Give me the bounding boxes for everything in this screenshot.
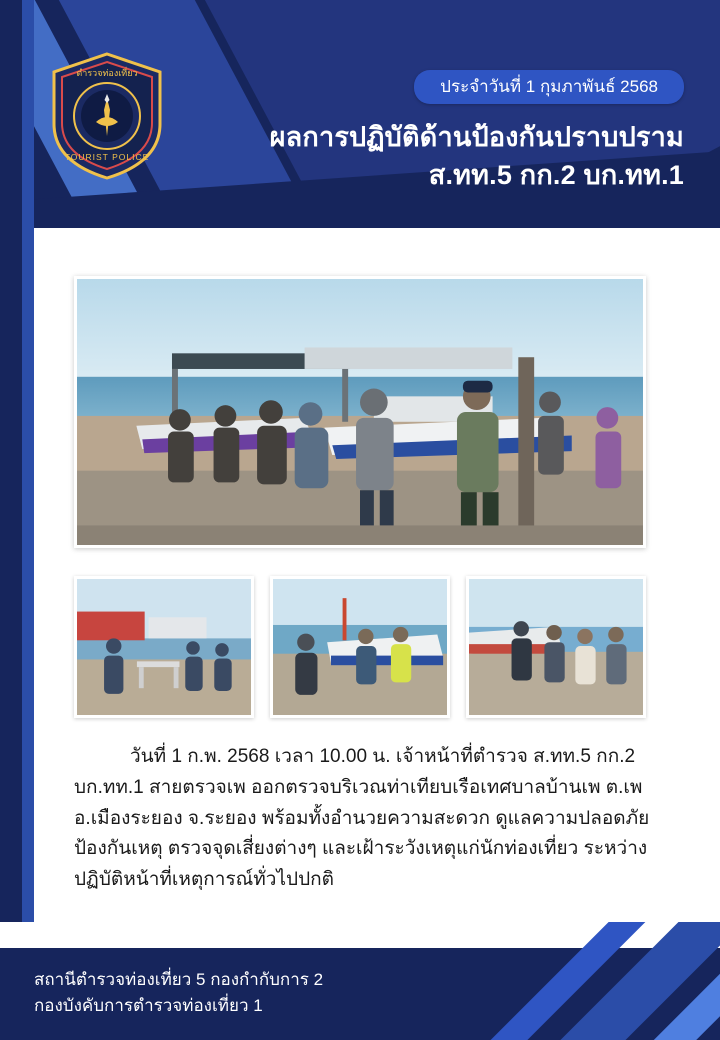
footer-line-2: กองบังคับการตำรวจท่องเที่ยว 1 <box>34 995 263 1015</box>
hero-photo <box>74 276 646 548</box>
thumbnail-photo-2 <box>270 576 450 718</box>
svg-text:ตำรวจท่องเที่ยว: ตำรวจท่องเที่ยว <box>76 68 138 78</box>
thumbnail-photo-3 <box>466 576 646 718</box>
svg-text:TOURIST POLICE: TOURIST POLICE <box>64 152 150 162</box>
footer-line-1: สถานีตำรวจท่องเที่ยว 5 กองกำกับการ 2 <box>34 970 324 989</box>
date-badge: ประจำวันที่ 1 กุมภาพันธ์ 2568 <box>414 70 684 104</box>
tourist-police-logo-icon <box>44 50 170 182</box>
page-title <box>270 118 684 195</box>
footer <box>0 922 720 1040</box>
thumbnail-photo-1 <box>74 576 254 718</box>
left-side-band-accent <box>22 0 34 1040</box>
footer-agency-name <box>34 967 323 1018</box>
title-line-2: ส.ทท.5 กก.2 บก.ทท.1 <box>428 160 684 191</box>
report-paragraph: วันที่ 1 ก.พ. 2568 เวลา 10.00 น. เจ้าหน้าที่ตำรวจ ส.ทท.5 กก.2 บก.ทท.1 สายตรวจเพ ออกตรวจบริเวณท่าเทียบเรือเทศบาลบ้านเพ ต.เพ อ.เมืองระยอง จ.ระยอง พร้อมทั้งอำนวยความสะดวก ดูแลความปลอดภัย ป้องกันเหตุ ตรวจจุดเสี่ยงต่างๆ และเฝ้าระวังเหตุแก่นักท่องเที่ยว ระหว่างปฏิบัติหน้าที่เหตุการณ์ทั่วไปปกติ <box>74 746 650 891</box>
title-line-1: ผลการปฏิบัติด้านป้องกันปราบปราม <box>269 122 684 152</box>
header-banner <box>0 0 720 228</box>
